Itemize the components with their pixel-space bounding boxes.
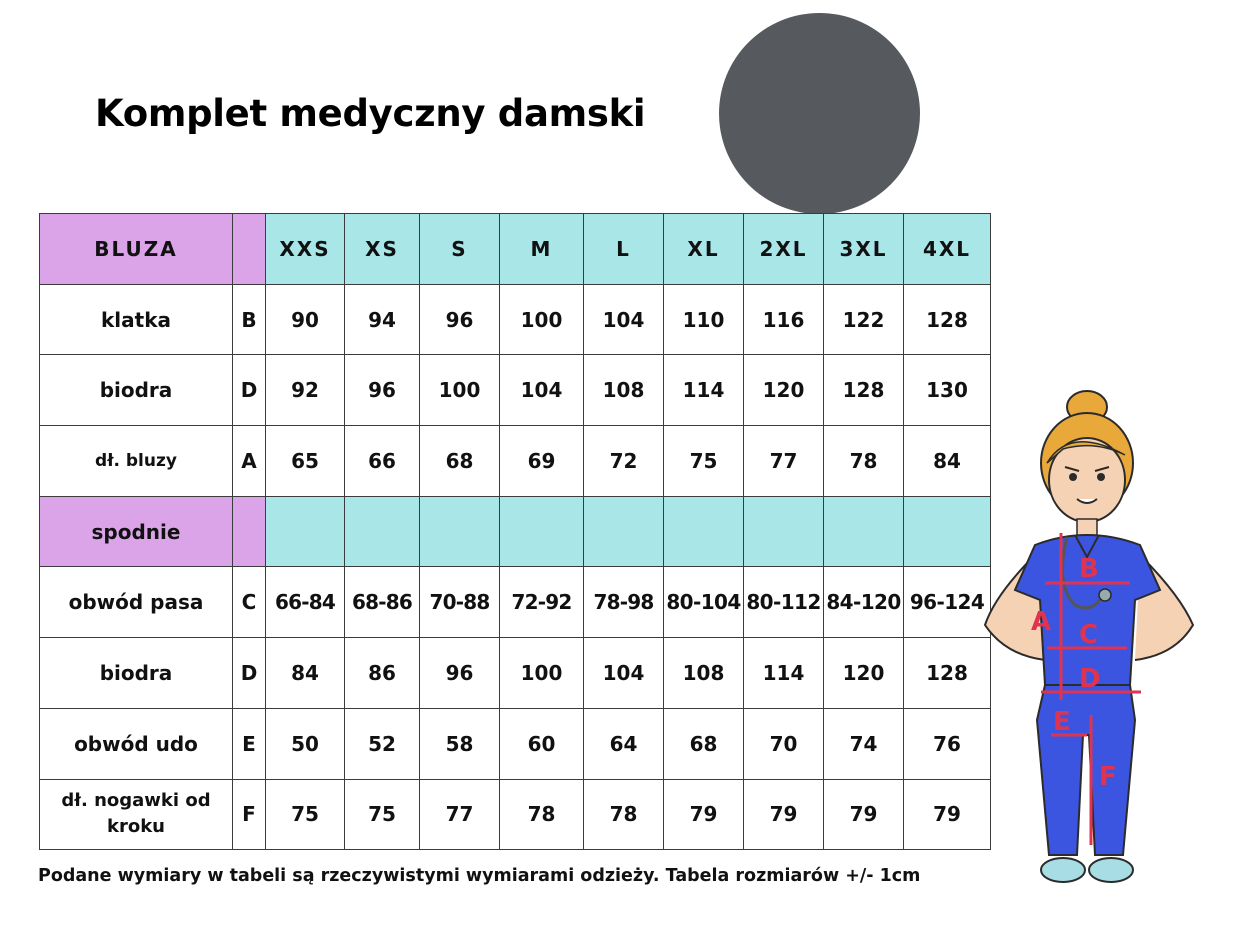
table-cell: 96-124 [904, 567, 991, 638]
row-label: biodra [40, 355, 233, 426]
table-cell: 94 [345, 284, 420, 355]
section-cell [266, 496, 345, 567]
table-cell: 75 [266, 779, 345, 850]
table-cell: 128 [904, 284, 991, 355]
table-row [40, 638, 991, 709]
table-cell: 75 [664, 426, 744, 497]
table-row [40, 284, 991, 355]
table-cell: 64 [584, 708, 664, 779]
row-letter: B [233, 284, 266, 355]
table-cell: 66-84 [266, 567, 345, 638]
table-cell: 60 [500, 708, 584, 779]
table-cell: 128 [904, 638, 991, 709]
table-cell: 120 [744, 355, 824, 426]
section-cell [584, 496, 664, 567]
table-cell: 96 [420, 284, 500, 355]
size-header: L [584, 214, 664, 285]
table-cell: 90 [266, 284, 345, 355]
table-cell: 78 [500, 779, 584, 850]
section-cell [420, 496, 500, 567]
size-header: XXS [266, 214, 345, 285]
section-cell [744, 496, 824, 567]
row-letter: C [233, 567, 266, 638]
row-letter: E [233, 708, 266, 779]
table-cell: 110 [664, 284, 744, 355]
table-cell: 120 [824, 638, 904, 709]
section-cell [664, 496, 744, 567]
page-title: Komplet medyczny damski [95, 92, 646, 135]
table-cell: 86 [345, 638, 420, 709]
size-header: 3XL [824, 214, 904, 285]
label-e: E [1053, 707, 1071, 737]
row-letter: D [233, 355, 266, 426]
table-row [40, 567, 991, 638]
table-cell: 78 [584, 779, 664, 850]
table-cell: 104 [584, 638, 664, 709]
header-letter-cell [233, 214, 266, 285]
table-cell: 70-88 [420, 567, 500, 638]
label-c: C [1079, 620, 1099, 650]
label-d: D [1079, 664, 1101, 694]
table-cell: 78 [824, 426, 904, 497]
table-cell: 79 [824, 779, 904, 850]
table-cell: 77 [420, 779, 500, 850]
table-cell: 79 [664, 779, 744, 850]
row-label [40, 779, 233, 850]
row-label-line2: kroku [107, 816, 165, 838]
table-cell: 104 [584, 284, 664, 355]
section-header-spodnie: spodnie [40, 496, 233, 567]
table-cell: 58 [420, 708, 500, 779]
table-cell: 96 [345, 355, 420, 426]
table-cell: 100 [500, 284, 584, 355]
header-row [40, 214, 991, 285]
row-label: biodra [40, 638, 233, 709]
table-row [40, 779, 991, 850]
table-cell: 80-104 [664, 567, 744, 638]
table-cell: 114 [664, 355, 744, 426]
footer-note: Podane wymiary w tabeli są rzeczywistymi wymiarami odzieży. Tabela rozmiarów +/- 1cm [38, 866, 921, 886]
table-cell: 84 [266, 638, 345, 709]
section-cell [345, 496, 420, 567]
section-cell [824, 496, 904, 567]
table-cell: 116 [744, 284, 824, 355]
row-letter: D [233, 638, 266, 709]
table-cell: 130 [904, 355, 991, 426]
table-cell: 79 [744, 779, 824, 850]
label-a: A [1031, 607, 1052, 637]
row-letter: F [233, 779, 266, 850]
table-cell: 77 [744, 426, 824, 497]
row-label: klatka [40, 284, 233, 355]
section-cell [500, 496, 584, 567]
table-cell: 122 [824, 284, 904, 355]
label-f: F [1099, 762, 1117, 792]
table-cell: 100 [500, 638, 584, 709]
table-row [40, 708, 991, 779]
size-header: 4XL [904, 214, 991, 285]
table-cell: 108 [584, 355, 664, 426]
table-cell: 76 [904, 708, 991, 779]
table-row [40, 426, 991, 497]
table-cell: 108 [664, 638, 744, 709]
table-cell: 52 [345, 708, 420, 779]
table-cell: 79 [904, 779, 991, 850]
section-letter-cell [233, 496, 266, 567]
table-cell: 74 [824, 708, 904, 779]
table-cell: 68 [664, 708, 744, 779]
table-cell: 65 [266, 426, 345, 497]
table-cell: 80-112 [744, 567, 824, 638]
table-cell: 84-120 [824, 567, 904, 638]
table-cell: 92 [266, 355, 345, 426]
row-label: dł. bluzy [40, 426, 233, 497]
size-header: S [420, 214, 500, 285]
section-header-bluza: BLUZA [40, 214, 233, 285]
size-header: XS [345, 214, 420, 285]
table-cell: 70 [744, 708, 824, 779]
row-label-line1: dł. nogawki od [61, 790, 211, 812]
table-cell: 68 [420, 426, 500, 497]
size-header: XL [664, 214, 744, 285]
table-row [40, 355, 991, 426]
table-cell: 100 [420, 355, 500, 426]
section-row-spodnie [40, 496, 991, 567]
table-cell: 72 [584, 426, 664, 497]
table-cell: 75 [345, 779, 420, 850]
table-cell: 72-92 [500, 567, 584, 638]
table-cell: 78-98 [584, 567, 664, 638]
table-cell: 66 [345, 426, 420, 497]
size-header: 2XL [744, 214, 824, 285]
row-label: obwód pasa [40, 567, 233, 638]
table-cell: 68-86 [345, 567, 420, 638]
label-b: B [1079, 554, 1099, 584]
table-cell: 114 [744, 638, 824, 709]
size-header: M [500, 214, 584, 285]
table-cell: 128 [824, 355, 904, 426]
table-cell: 96 [420, 638, 500, 709]
nurse-measurement-figure [975, 385, 1205, 895]
row-letter: A [233, 426, 266, 497]
table-cell: 69 [500, 426, 584, 497]
size-table [39, 213, 991, 850]
table-cell: 104 [500, 355, 584, 426]
table-cell: 50 [266, 708, 345, 779]
table-cell: 84 [904, 426, 991, 497]
row-label: obwód udo [40, 708, 233, 779]
gray-circle-decoration [719, 13, 920, 214]
